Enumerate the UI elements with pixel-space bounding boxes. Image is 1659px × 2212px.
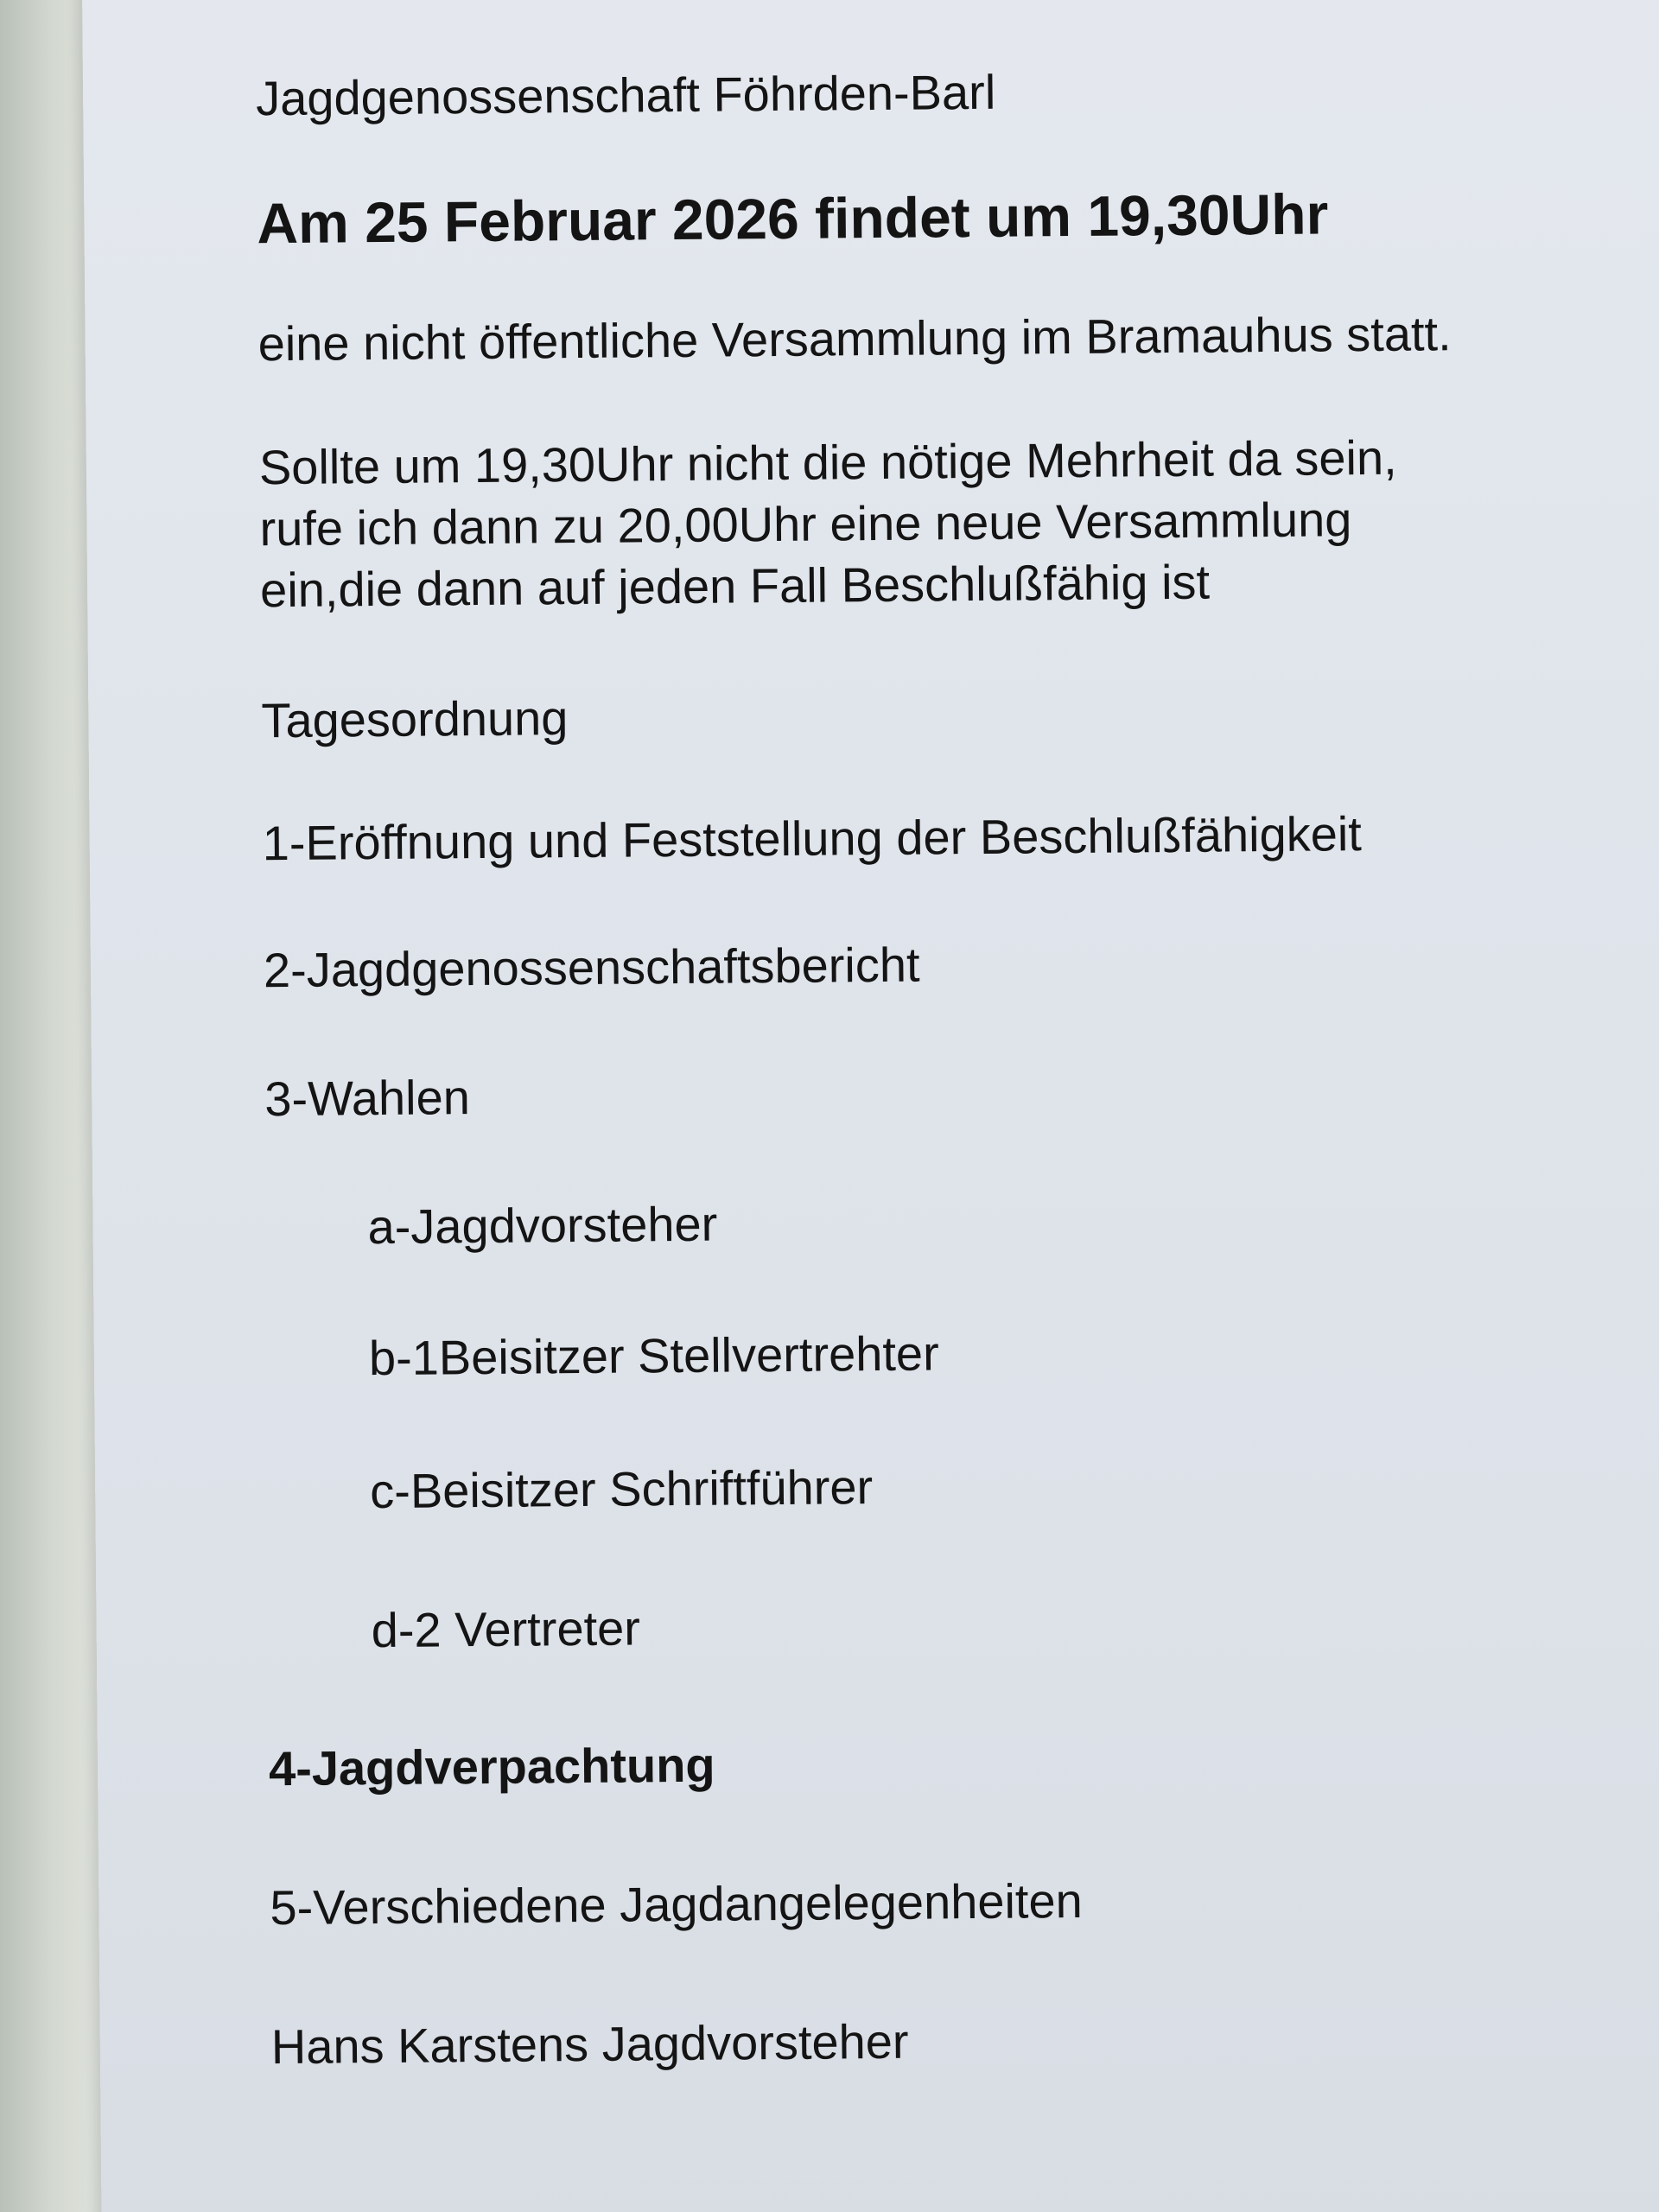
agenda-subitem: c-Beisitzer Schriftführer (369, 1459, 874, 1519)
agenda-heading: Tagesordnung (261, 690, 569, 748)
agenda-item: 2-Jagdgenossenschaftsbericht (263, 937, 920, 998)
agenda-item: 5-Verschiedene Jagdangelegenheiten (270, 1872, 1084, 1936)
meeting-intro: eine nicht öffentliche Versammlung im Bramauhus statt. (257, 306, 1452, 372)
quorum-line-1: Sollte um 19,30Uhr nicht die nötige Mehrheit da sein, (258, 429, 1397, 495)
quorum-line-3: ein,die dann auf jeden Fall Beschlußfähig ist (259, 554, 1211, 618)
notice-sheet (82, 0, 1659, 2212)
organization-name: Jagdgenossenschaft Föhrden-Barl (255, 64, 996, 126)
agenda-subitem: d-2 Vertreter (371, 1600, 641, 1658)
agenda-item-bold: 4-Jagdverpachtung (268, 1737, 715, 1796)
quorum-line-2: rufe ich dann zu 20,00Uhr eine neue Versammlung (259, 492, 1352, 556)
agenda-item: 1-Eröffnung und Feststellung der Beschlußfähigkeit (262, 806, 1363, 871)
agenda-subitem: b-1Beisitzer Stellvertrehter (368, 1325, 939, 1386)
signature-line: Hans Karstens Jagdvorsteher (270, 2013, 909, 2075)
agenda-subitem: a-Jagdvorsteher (367, 1196, 718, 1255)
meeting-headline: Am 25 Februar 2026 findet um 19,30Uhr (257, 181, 1329, 256)
agenda-item: 3-Wahlen (264, 1070, 471, 1127)
